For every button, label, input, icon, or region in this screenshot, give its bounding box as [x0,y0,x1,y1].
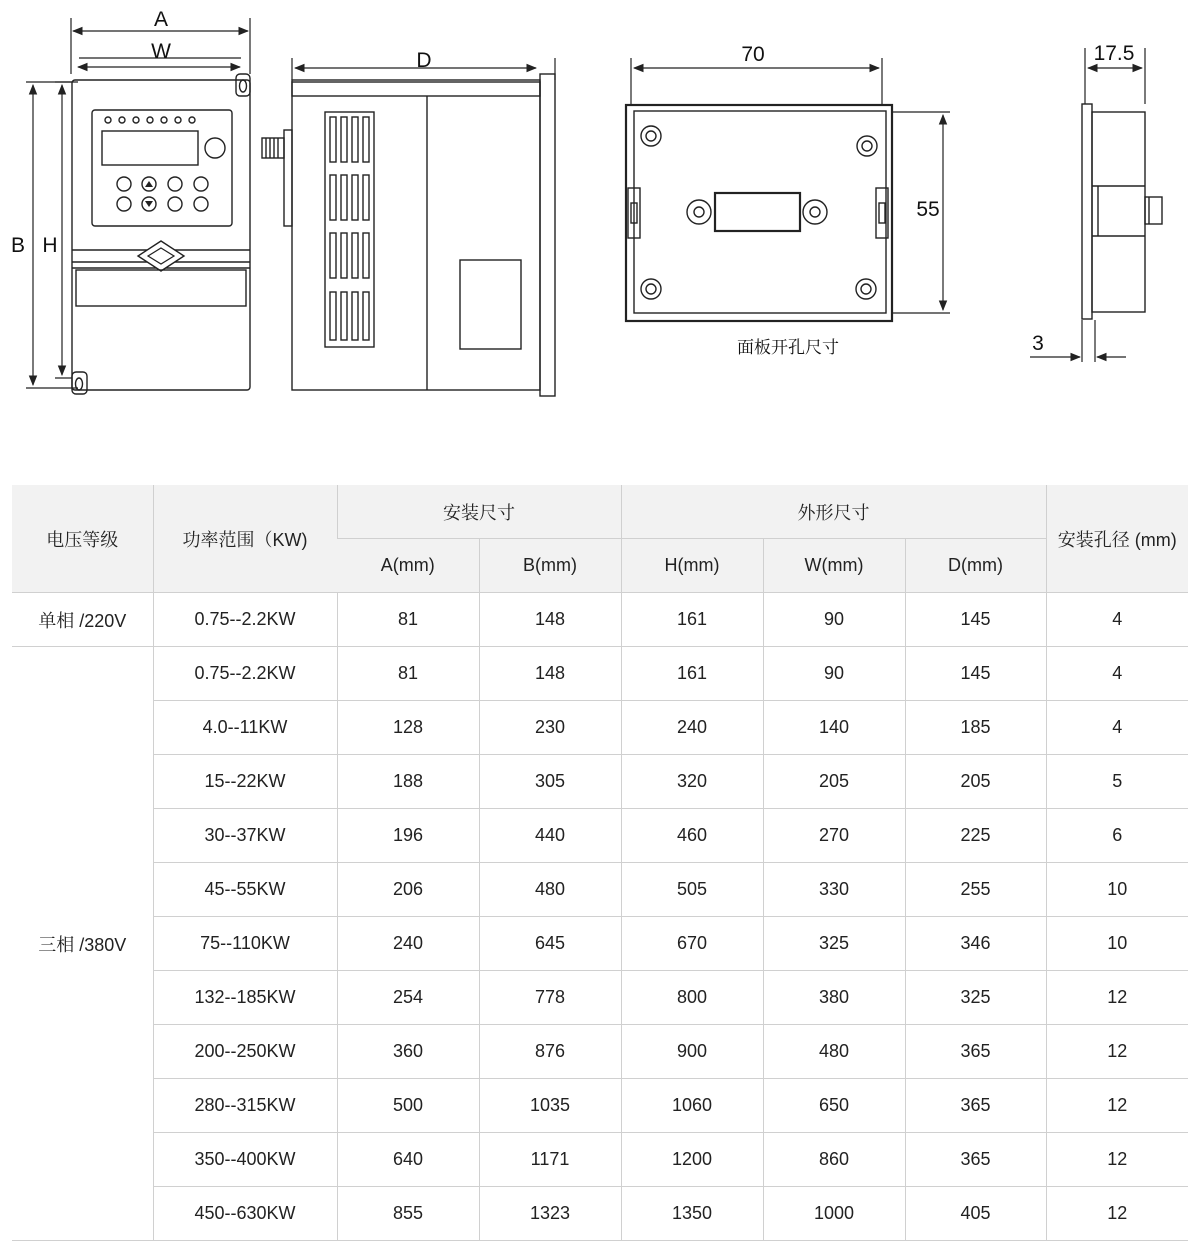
power-range-cell: 0.75--2.2KW [153,647,337,701]
header-power-range: 功率范围（KW) [153,485,337,593]
dim-h-label: H [42,234,58,257]
hole-diameter-cell: 12 [1046,1133,1188,1187]
table-row [12,1133,1188,1187]
panel-height-label: 55 [916,198,940,221]
table-row [12,917,1188,971]
b-value-cell: 148 [479,593,621,647]
table-row [12,1025,1188,1079]
d-value-cell: 255 [905,863,1046,917]
b-value-cell: 876 [479,1025,621,1079]
h-value-cell: 320 [621,755,763,809]
b-value-cell: 305 [479,755,621,809]
w-value-cell: 380 [763,971,905,1025]
w-value-cell: 480 [763,1025,905,1079]
a-value-cell: 206 [337,863,479,917]
d-value-cell: 365 [905,1079,1046,1133]
table-row [12,593,1188,647]
table-row [12,863,1188,917]
header-outline-dimensions: 外形尺寸 [621,485,1046,539]
table-row [12,647,1188,701]
hole-diameter-cell: 10 [1046,863,1188,917]
b-value-cell: 1035 [479,1079,621,1133]
spec-table [12,485,1188,1241]
panel-thickness-label: 3 [1032,332,1044,355]
header-install-dimensions: 安装尺寸 [337,485,621,539]
h-value-cell: 1060 [621,1079,763,1133]
h-value-cell: 670 [621,917,763,971]
a-value-cell: 254 [337,971,479,1025]
dim-b-label: B [10,234,26,257]
h-value-cell: 900 [621,1025,763,1079]
dimension-drawings [0,0,1200,440]
a-value-cell: 196 [337,809,479,863]
panel-depth-label: 17.5 [1093,42,1135,65]
table-row [12,701,1188,755]
b-value-cell: 645 [479,917,621,971]
spec-table-body [12,593,1188,1241]
table-row [12,971,1188,1025]
h-value-cell: 161 [621,593,763,647]
table-row [12,755,1188,809]
d-value-cell: 205 [905,755,1046,809]
a-value-cell: 500 [337,1079,479,1133]
w-value-cell: 270 [763,809,905,863]
d-value-cell: 405 [905,1187,1046,1241]
w-value-cell: 650 [763,1079,905,1133]
power-range-cell: 0.75--2.2KW [153,593,337,647]
d-value-cell: 365 [905,1133,1046,1187]
power-range-cell: 280--315KW [153,1079,337,1133]
h-value-cell: 1200 [621,1133,763,1187]
voltage-cell: 三相 /380V [12,647,153,1241]
b-value-cell: 230 [479,701,621,755]
d-value-cell: 145 [905,647,1046,701]
d-value-cell: 365 [905,1025,1046,1079]
b-value-cell: 1171 [479,1133,621,1187]
a-value-cell: 360 [337,1025,479,1079]
d-value-cell: 225 [905,809,1046,863]
w-value-cell: 205 [763,755,905,809]
a-value-cell: 640 [337,1133,479,1187]
w-value-cell: 860 [763,1133,905,1187]
header-d: D(mm) [905,539,1046,593]
hole-diameter-cell: 5 [1046,755,1188,809]
table-row [12,809,1188,863]
hole-diameter-cell: 6 [1046,809,1188,863]
power-range-cell: 4.0--11KW [153,701,337,755]
power-range-cell: 15--22KW [153,755,337,809]
table-row [12,1079,1188,1133]
b-value-cell: 148 [479,647,621,701]
a-value-cell: 188 [337,755,479,809]
d-value-cell: 185 [905,701,1046,755]
hole-diameter-cell: 4 [1046,701,1188,755]
h-value-cell: 1350 [621,1187,763,1241]
d-value-cell: 346 [905,917,1046,971]
power-range-cell: 200--250KW [153,1025,337,1079]
header-b: B(mm) [479,539,621,593]
side-view [262,49,555,396]
h-value-cell: 161 [621,647,763,701]
w-value-cell: 330 [763,863,905,917]
h-value-cell: 505 [621,863,763,917]
power-range-cell: 45--55KW [153,863,337,917]
b-value-cell: 480 [479,863,621,917]
power-range-cell: 450--630KW [153,1187,337,1241]
a-value-cell: 128 [337,701,479,755]
voltage-cell: 单相 /220V [12,593,153,647]
w-value-cell: 325 [763,917,905,971]
b-value-cell: 440 [479,809,621,863]
panel-caption: 面板开孔尺寸 [737,338,839,357]
front-view [11,8,250,394]
hole-diameter-cell: 12 [1046,1025,1188,1079]
w-value-cell: 1000 [763,1187,905,1241]
hole-diameter-cell: 4 [1046,593,1188,647]
hole-diameter-cell: 4 [1046,647,1188,701]
power-range-cell: 350--400KW [153,1133,337,1187]
dim-d-label: D [416,49,432,72]
panel-width-label: 70 [741,43,765,66]
d-value-cell: 325 [905,971,1046,1025]
table-row [12,1187,1188,1241]
h-value-cell: 800 [621,971,763,1025]
header-w: W(mm) [763,539,905,593]
a-value-cell: 81 [337,647,479,701]
b-value-cell: 778 [479,971,621,1025]
hole-diameter-cell: 12 [1046,1187,1188,1241]
panel-side-view [1030,42,1162,362]
dim-w-label: W [151,40,171,63]
h-value-cell: 460 [621,809,763,863]
header-h: H(mm) [621,539,763,593]
a-value-cell: 81 [337,593,479,647]
a-value-cell: 240 [337,917,479,971]
panel-cutout-view [626,43,950,357]
hole-diameter-cell: 12 [1046,1079,1188,1133]
b-value-cell: 1323 [479,1187,621,1241]
h-value-cell: 240 [621,701,763,755]
power-range-cell: 30--37KW [153,809,337,863]
a-value-cell: 855 [337,1187,479,1241]
d-value-cell: 145 [905,593,1046,647]
hole-diameter-cell: 10 [1046,917,1188,971]
w-value-cell: 140 [763,701,905,755]
header-hole-diameter: 安装孔径 (mm) [1046,485,1188,593]
dim-a-label: A [153,8,169,31]
power-range-cell: 75--110KW [153,917,337,971]
w-value-cell: 90 [763,647,905,701]
header-a: A(mm) [337,539,479,593]
hole-diameter-cell: 12 [1046,971,1188,1025]
w-value-cell: 90 [763,593,905,647]
header-voltage: 电压等级 [12,485,153,593]
power-range-cell: 132--185KW [153,971,337,1025]
